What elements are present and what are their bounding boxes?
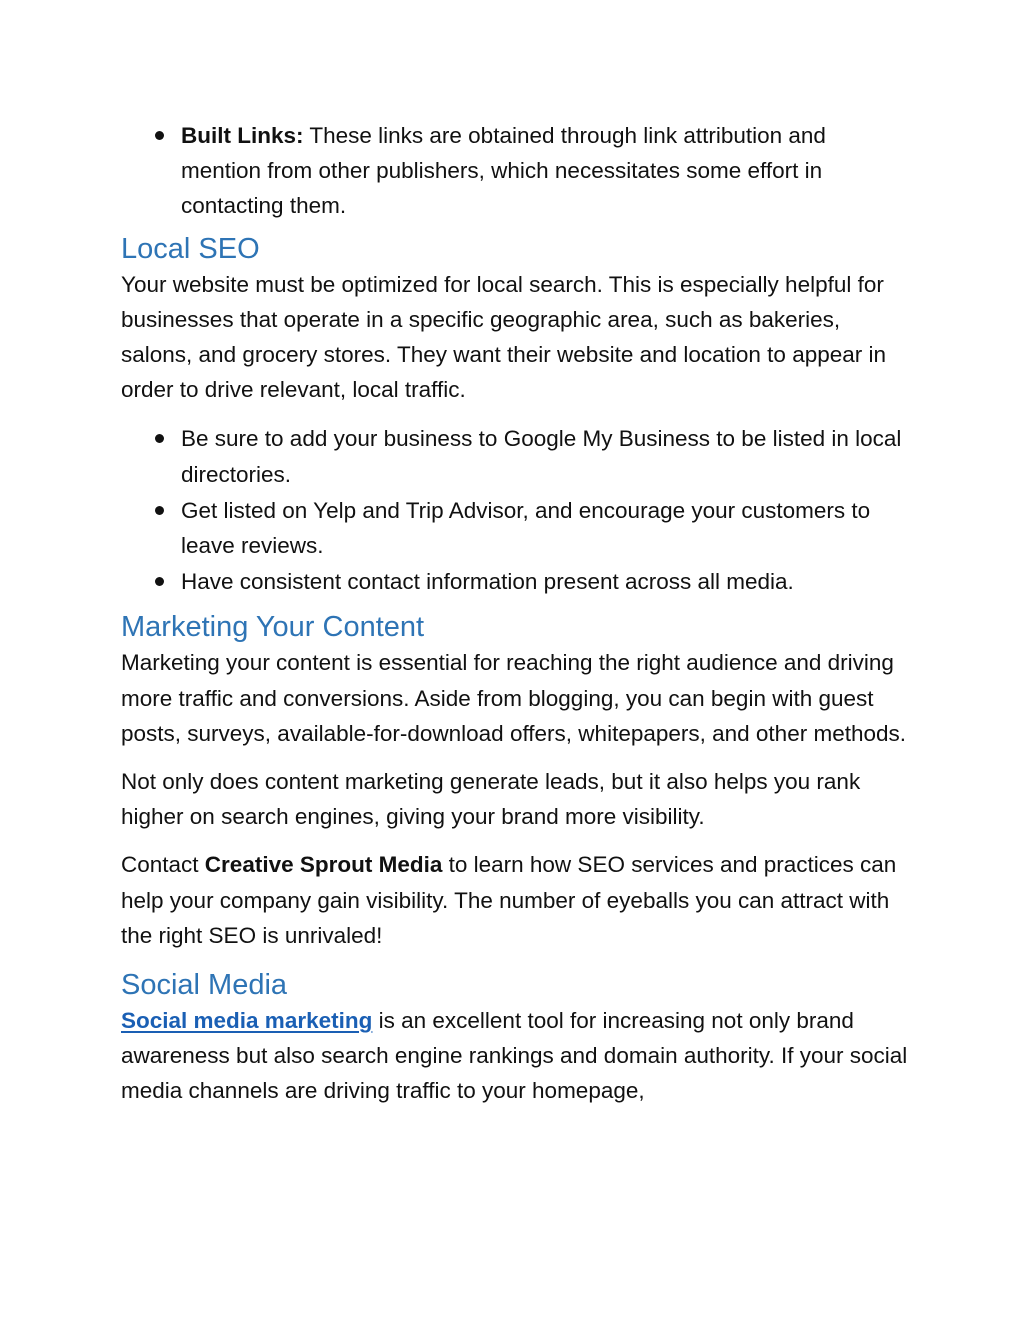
list-item-text: Be sure to add your business to Google My Business to be listed in local directories. [181,426,902,487]
marketing-paragraph: Marketing your content is essential for reaching the right audience and driving more traffic and conversions. Aside from blogging, you can begin with guest posts, surveys, available-for-download offers, whitepapers, and other methods. [121,650,907,746]
contact-suffix: to learn how SEO services and practices can help your company gain visibility. The number of eyeballs you can attract with the right SEO is unrivaled! [121,852,897,948]
content-marketing-paragraph: Not only does content marketing generate leads, but it also helps you rank higher on search engines, giving your brand more visibility. [121,769,861,830]
social-media-text: is an excellent tool for increasing not only brand awareness but also search engine rankings and domain authority. If your social media channels are driving traffic to your homepage, [121,1008,908,1104]
list-item-text: These links are obtained through link attribution and mention from other publishers, which necessitates some effort in contacting them. [181,123,826,219]
list-item [181,118,911,224]
built-links-list [121,118,911,224]
bullet-icon [155,577,164,586]
local-seo-list [121,421,911,599]
company-name: Creative Sprout Media [204,852,443,878]
list-item [181,421,911,491]
heading-social-media: Social Media [121,969,288,1002]
document-page [121,118,911,1109]
list-item-term: Built Links: [181,123,304,148]
list-item [181,493,911,563]
social-media-paragraph [121,1003,911,1109]
bullet-icon [155,434,164,443]
bullet-icon [155,131,164,140]
local-seo-paragraph: Your website must be optimized for local search. This is especially helpful for businesses that operate in a specific geographic area, such as bakeries, salons, and grocery stores. They want their website and location to appear in order to drive relevant, local traffic. [121,271,887,403]
contact-paragraph [121,847,911,953]
list-item-text: Get listed on Yelp and Trip Advisor, and encourage your customers to leave reviews. [181,497,871,559]
list-item [181,564,911,599]
social-media-marketing-link[interactable]: Social media marketing [121,1008,373,1034]
heading-marketing-your-content: Marketing Your Content [121,611,425,644]
heading-local-seo: Local SEO [121,232,260,265]
contact-prefix: Contact [121,852,205,878]
bullet-icon [155,506,164,515]
list-item-text: Have consistent contact information present across all media. [181,569,794,595]
